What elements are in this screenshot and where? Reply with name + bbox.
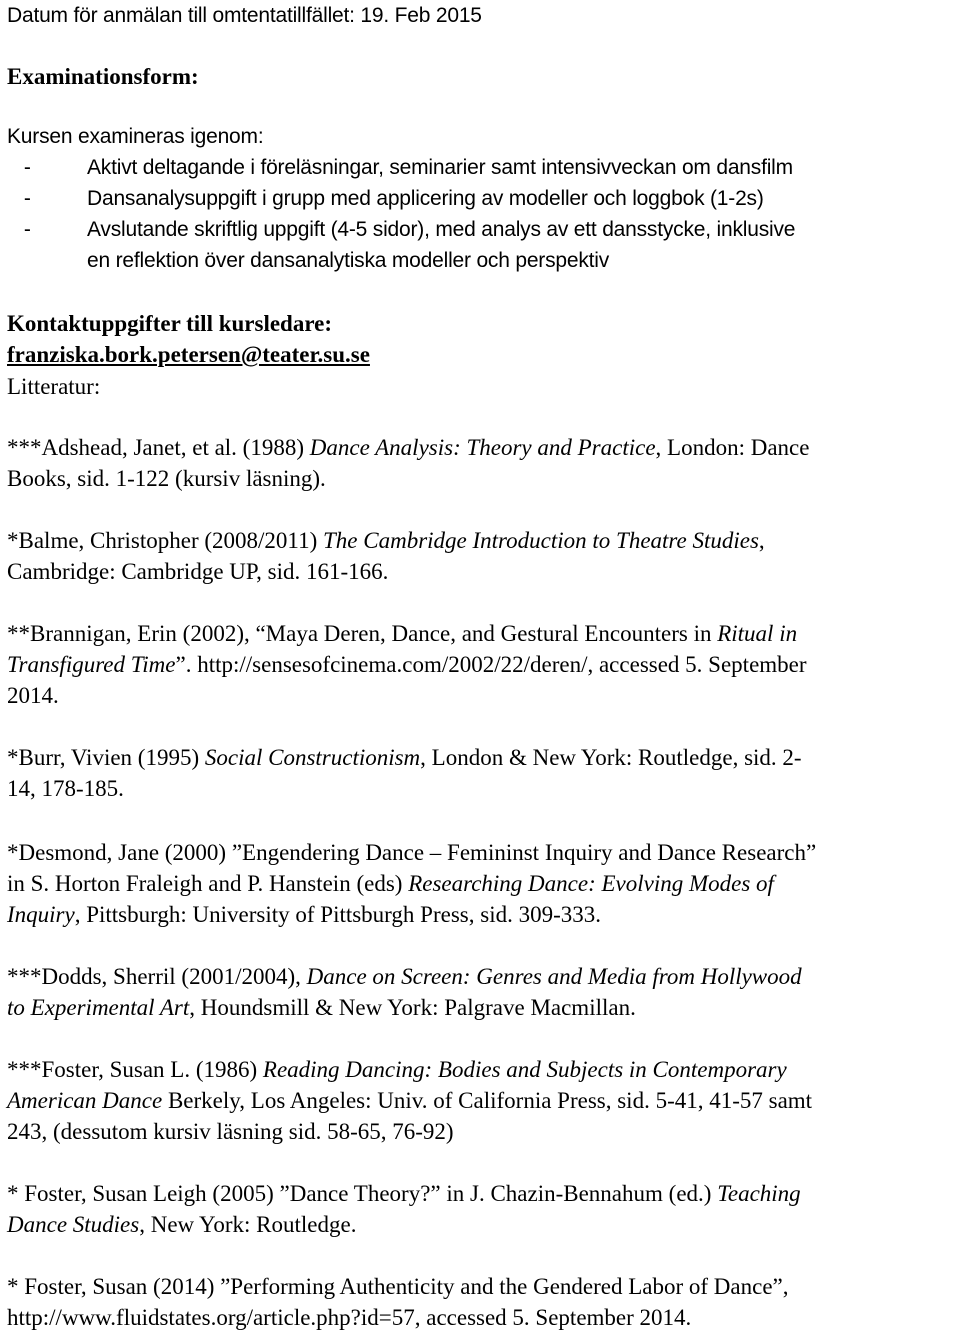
reference-foster-1986-line-2: American Dance Berkely, Los Angeles: Univ. of California Press, sid. 5-41, 41-57 samt bbox=[7, 1088, 813, 1113]
exam-item-1-text: Aktivt deltagande i föreläsningar, seminarier samt intensivveckan om dansfilm bbox=[87, 156, 793, 179]
reference-brannigan-line-3: 2014. bbox=[7, 683, 59, 708]
exam-item-2-text: Dansanalysuppgift i grupp med applicering av modeller och loggbok (1-2s) bbox=[87, 187, 764, 210]
reference-desmond-line-2: in S. Horton Fraleigh and P. Hanstein (eds) Researching Dance: Evolving Modes of bbox=[7, 871, 774, 896]
reference-burr-line-2: 14, 178-185. bbox=[7, 776, 124, 801]
reference-adshead-line-2: Books, sid. 1-122 (kursiv läsning). bbox=[7, 466, 326, 491]
reference-foster-2005-line-2: Dance Studies, New York: Routledge. bbox=[7, 1212, 357, 1237]
contact-email-link[interactable]: franziska.bork.petersen@teater.su.se bbox=[7, 342, 370, 367]
reference-desmond-line-1: *Desmond, Jane (2000) ”Engendering Dance – Femininst Inquiry and Dance Research” bbox=[7, 840, 817, 865]
reference-balme-line-2: Cambridge: Cambridge UP, sid. 161-166. bbox=[7, 559, 389, 584]
reference-burr-line-1: *Burr, Vivien (1995) Social Constructionism, London & New York: Routledge, sid. 2- bbox=[7, 745, 802, 770]
reference-brannigan-line-1: **Brannigan, Erin (2002), “Maya Deren, Dance, and Gestural Encounters in Ritual in bbox=[7, 621, 798, 646]
reference-foster-2014-line-2: http://www.fluidstates.org/article.php?id=57, accessed 5. September 2014. bbox=[7, 1305, 692, 1330]
exam-item-2 bbox=[7, 187, 764, 211]
reference-dodds-line-2: to Experimental Art, Houndsmill & New York: Palgrave Macmillan. bbox=[7, 995, 636, 1020]
bullet-dash: - bbox=[7, 187, 31, 210]
contact-heading: Kontaktuppgifter till kursledare: bbox=[7, 311, 332, 336]
bullet-dash: - bbox=[7, 156, 31, 179]
reference-dodds-line-1: ***Dodds, Sherril (2001/2004), Dance on Screen: Genres and Media from Hollywood bbox=[7, 964, 802, 989]
reference-desmond-line-3: Inquiry, Pittsburgh: University of Pittsburgh Press, sid. 309-333. bbox=[7, 902, 601, 927]
exam-intro: Kursen examineras igenom: bbox=[7, 125, 264, 148]
exam-heading: Examinationsform: bbox=[7, 64, 199, 89]
reference-adshead-line-1: ***Adshead, Janet, et al. (1988) Dance Analysis: Theory and Practice, London: Dance bbox=[7, 435, 810, 460]
reference-foster-1986-line-1: ***Foster, Susan L. (1986) Reading Dancing: Bodies and Subjects in Contemporary bbox=[7, 1057, 787, 1082]
reference-balme-line-1: *Balme, Christopher (2008/2011) The Cambridge Introduction to Theatre Studies, bbox=[7, 528, 765, 553]
signup-date-line: Datum för anmälan till omtentatillfället: 19. Feb 2015 bbox=[7, 4, 482, 27]
exam-item-1 bbox=[7, 156, 793, 180]
exam-item-3 bbox=[7, 218, 795, 242]
bullet-dash: - bbox=[7, 218, 31, 241]
exam-item-3-continuation: en reflektion över dansanalytiska modeller och perspektiv bbox=[87, 249, 610, 272]
exam-item-3-text: Avslutande skriftlig uppgift (4-5 sidor), med analys av ett dansstycke, inklusive bbox=[87, 218, 796, 241]
reference-foster-1986-line-3: 243, (dessutom kursiv läsning sid. 58-65, 76-92) bbox=[7, 1119, 454, 1144]
reference-brannigan-line-2: Transfigured Time”. http://sensesofcinema.com/2002/22/deren/, accessed 5. September bbox=[7, 652, 807, 677]
literature-heading: Litteratur: bbox=[7, 374, 101, 399]
reference-foster-2014-line-1: * Foster, Susan (2014) ”Performing Authenticity and the Gendered Labor of Dance”, bbox=[7, 1274, 789, 1299]
reference-foster-2005-line-1: * Foster, Susan Leigh (2005) ”Dance Theory?” in J. Chazin-Bennahum (ed.) Teaching bbox=[7, 1181, 801, 1206]
